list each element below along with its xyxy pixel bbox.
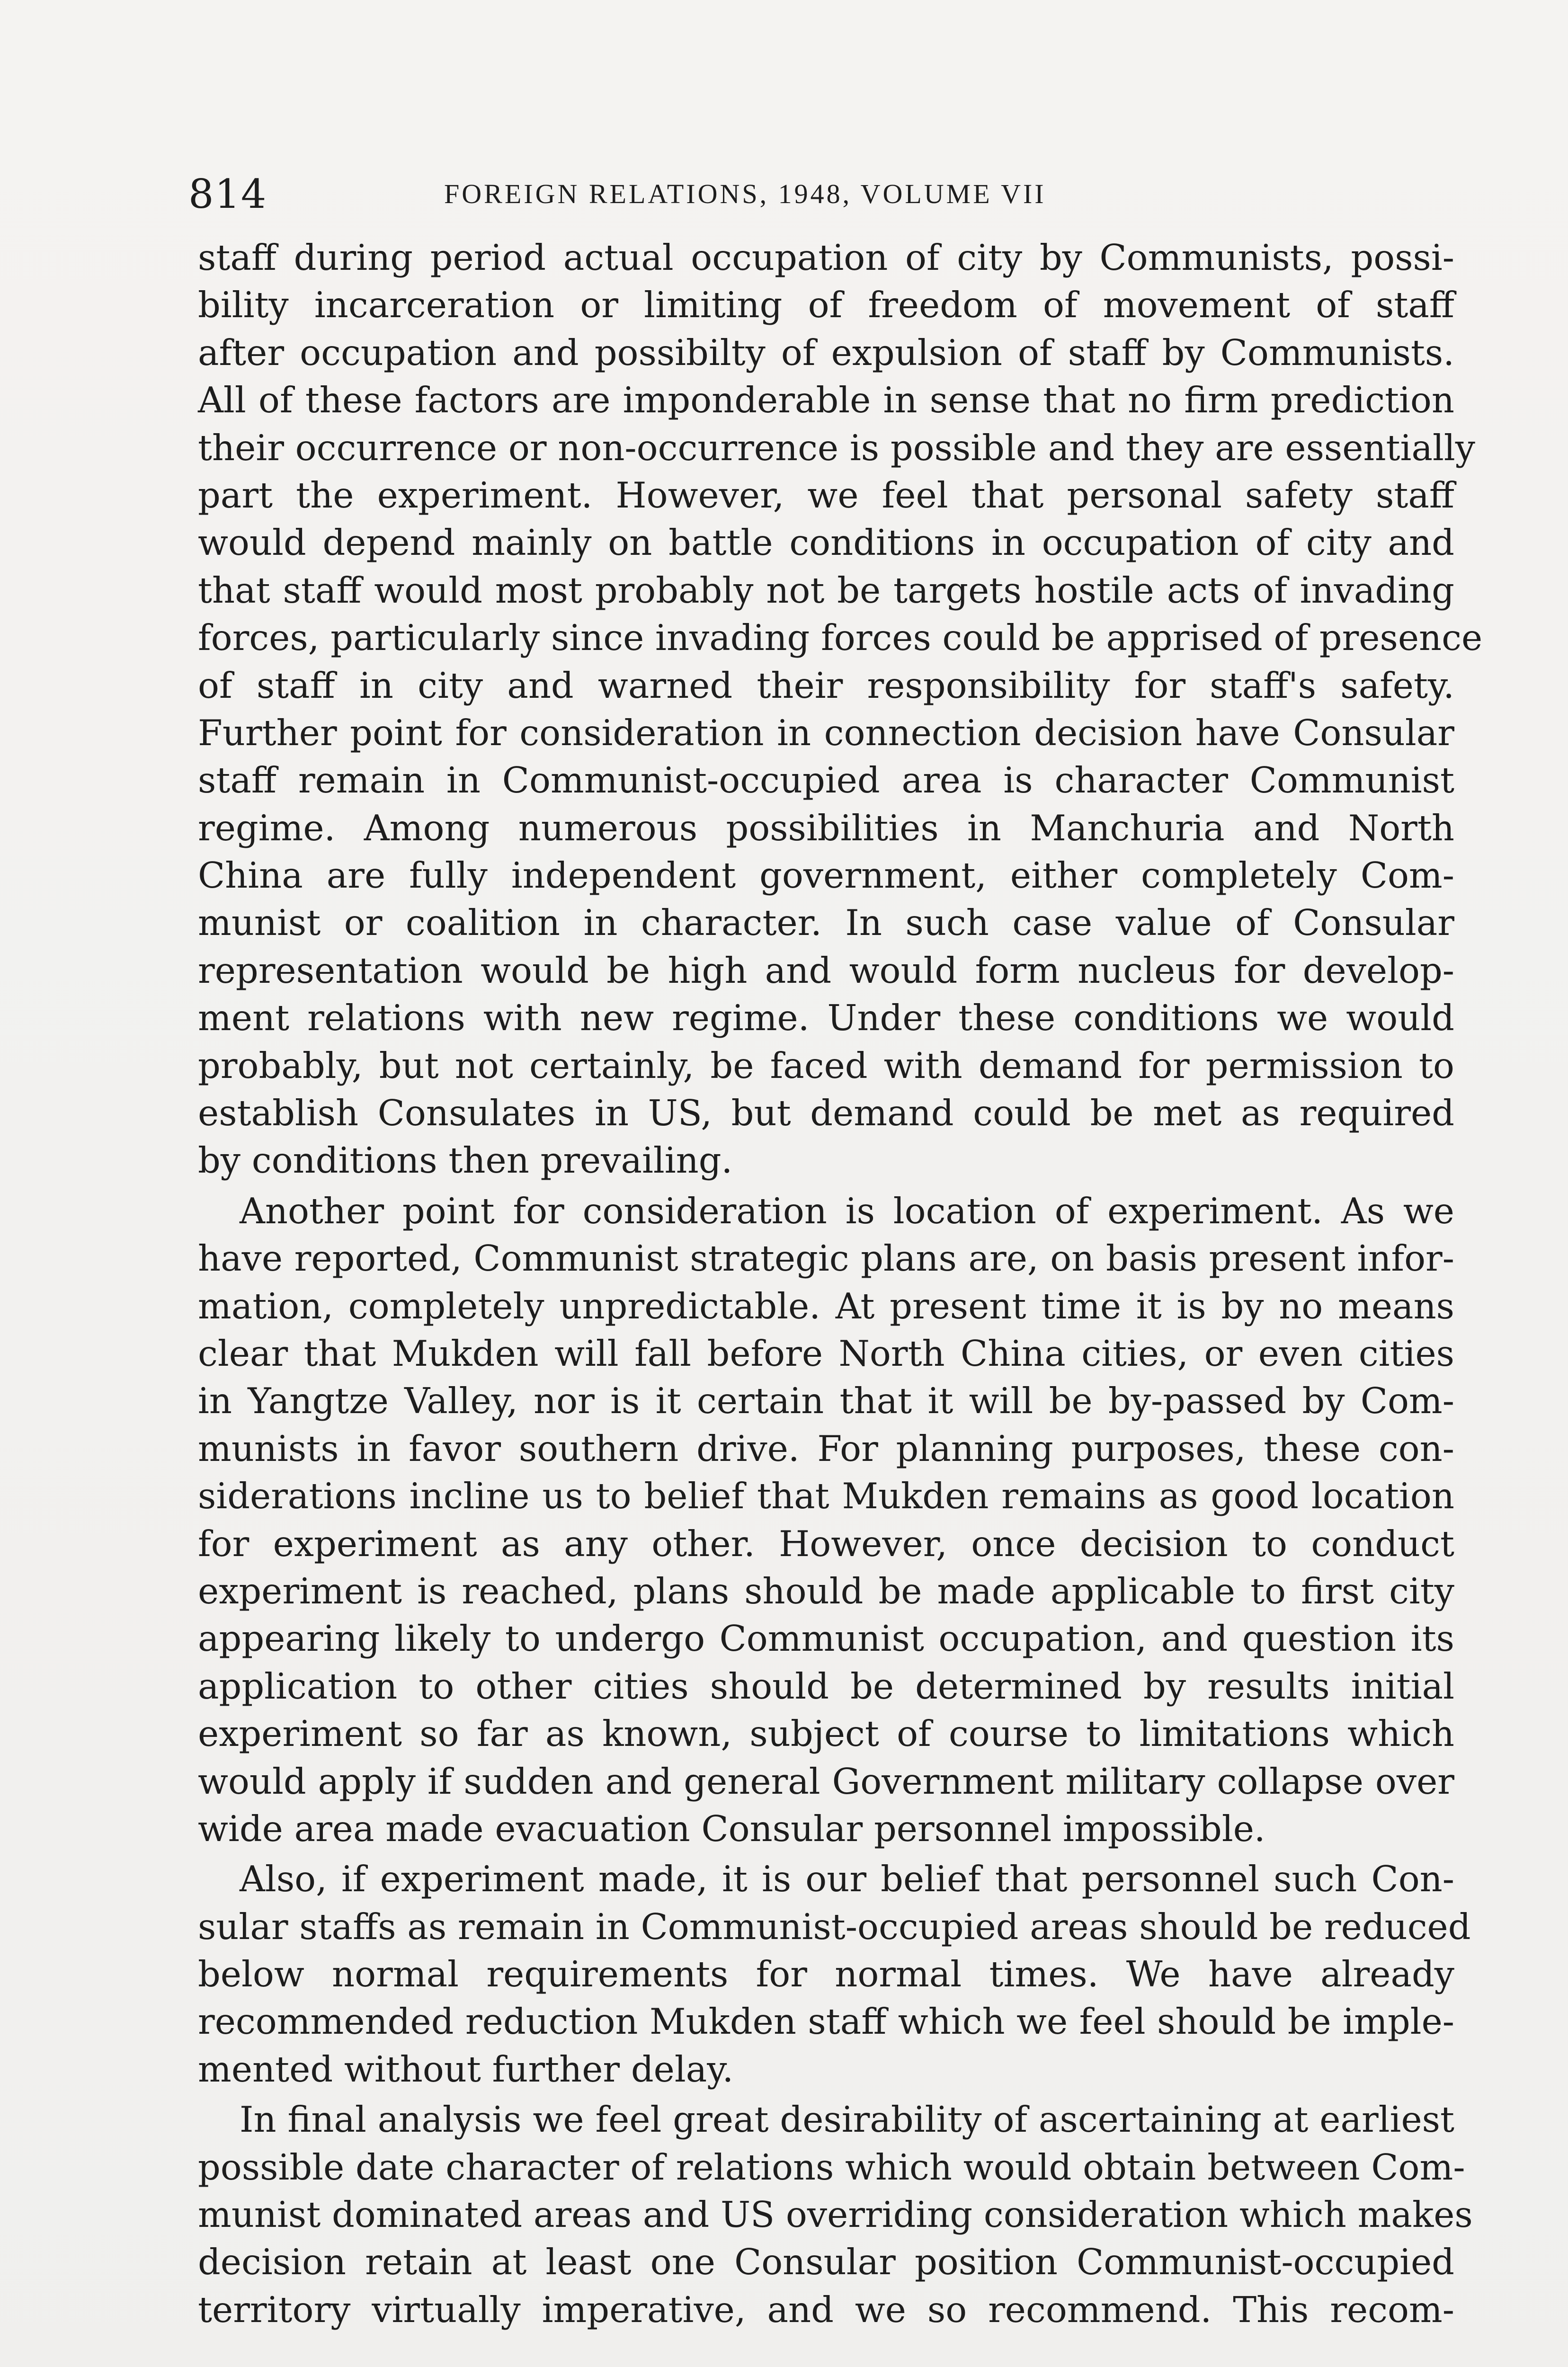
text-line: territory virtually imperative, and we so recommend. This recom- xyxy=(198,2289,1454,2331)
body-text xyxy=(198,234,1483,2334)
text-line: by conditions then prevailing. xyxy=(198,1140,733,1182)
text-line: staff during period actual occupation of city by Communists, possi- xyxy=(198,237,1454,278)
text-line: munist dominated areas and US overriding consideration which makes xyxy=(198,2194,1473,2236)
text-line: sular staffs as remain in Communist-occupied areas should be reduced xyxy=(198,1906,1471,1948)
text-line: Further point for consideration in connection decision have Consular xyxy=(198,712,1454,754)
text-line: part the experiment. However, we feel that personal safety staff xyxy=(198,474,1454,516)
paragraph-2 xyxy=(198,1188,1454,1853)
text-line: below normal requirements for normal times. We have already xyxy=(198,1954,1454,1995)
text-line: establish Consulates in US, but demand could be met as required xyxy=(198,1093,1454,1134)
text-line: munist or coalition in character. In such case value of Consular xyxy=(198,902,1454,944)
text-line: bility incarceration or limiting of freedom of movement of staff xyxy=(198,285,1454,326)
page-number: 814 xyxy=(188,171,267,217)
text-line: siderations incline us to belief that Mukden remains as good location xyxy=(198,1476,1454,1517)
text-line: Also, if experiment made, it is our belief that personnel such Con- xyxy=(240,1859,1454,1900)
text-line: have reported, Communist strategic plans are, on basis present infor- xyxy=(198,1238,1454,1280)
text-line: China are fully independent government, either completely Com- xyxy=(198,855,1454,897)
text-line: possible date character of relations which would obtain between Com- xyxy=(198,2146,1465,2188)
paragraph-1 xyxy=(198,234,1483,1185)
text-line: after occupation and possibilty of expulsion of staff by Communists. xyxy=(198,332,1454,374)
text-line: wide area made evacuation Consular personnel impossible. xyxy=(198,1808,1265,1850)
text-line: would apply if sudden and general Government military collapse over xyxy=(198,1761,1454,1802)
text-line: ment relations with new regime. Under these conditions we would xyxy=(198,997,1454,1039)
text-line: that staff would most probably not be targets hostile acts of invading xyxy=(198,570,1454,611)
text-line: appearing likely to undergo Communist occupation, and question its xyxy=(198,1618,1454,1660)
text-line: All of these factors are imponderable in sense that no firm prediction xyxy=(198,380,1454,421)
text-line: munists in favor southern drive. For planning purposes, these con- xyxy=(198,1428,1454,1469)
text-line: recommended reduction Mukden staff which we feel should be imple- xyxy=(198,2001,1454,2043)
text-line: experiment so far as known, subject of course to limitations which xyxy=(198,1713,1454,1755)
text-line: forces, particularly since invading forces could be apprised of presence xyxy=(198,617,1483,659)
text-line: in Yangtze Valley, nor is it certain that it will be by-passed by Com- xyxy=(198,1380,1454,1422)
text-line: Another point for consideration is location of experiment. As we xyxy=(240,1190,1454,1232)
text-line: their occurrence or non-occurrence is possible and they are essentially xyxy=(198,427,1475,469)
text-line: staff remain in Communist-occupied area is character Communist xyxy=(198,760,1454,801)
text-line: for experiment as any other. However, once decision to conduct xyxy=(198,1523,1454,1565)
text-line: application to other cities should be determined by results initial xyxy=(198,1665,1454,1707)
text-line: mented without further delay. xyxy=(198,2048,734,2090)
text-line: clear that Mukden will fall before North China cities, or even cities xyxy=(198,1333,1454,1374)
text-line: mation, completely unpredictable. At present time it is by no means xyxy=(198,1285,1454,1327)
page-header xyxy=(188,161,1467,227)
text-line: representation would be high and would form nucleus for develop- xyxy=(198,950,1454,991)
text-line: of staff in city and warned their responsibility for staff's safety. xyxy=(198,665,1454,706)
running-head: FOREIGN RELATIONS, 1948, VOLUME VII xyxy=(444,178,1046,209)
paragraph-3 xyxy=(198,1856,1471,2093)
text-line: probably, but not certainly, be faced with demand for permission to xyxy=(198,1045,1454,1086)
text-line: would depend mainly on battle conditions in occupation of city and xyxy=(198,522,1454,564)
text-line: regime. Among numerous possibilities in Manchuria and North xyxy=(198,807,1454,849)
text-line: decision retain at least one Consular position Communist-occupied xyxy=(198,2242,1454,2283)
text-line: In final analysis we feel great desirability of ascertaining at earliest xyxy=(240,2099,1454,2141)
text-line: experiment is reached, plans should be made applicable to first city xyxy=(198,1570,1454,1612)
paragraph-4 xyxy=(198,2096,1473,2334)
